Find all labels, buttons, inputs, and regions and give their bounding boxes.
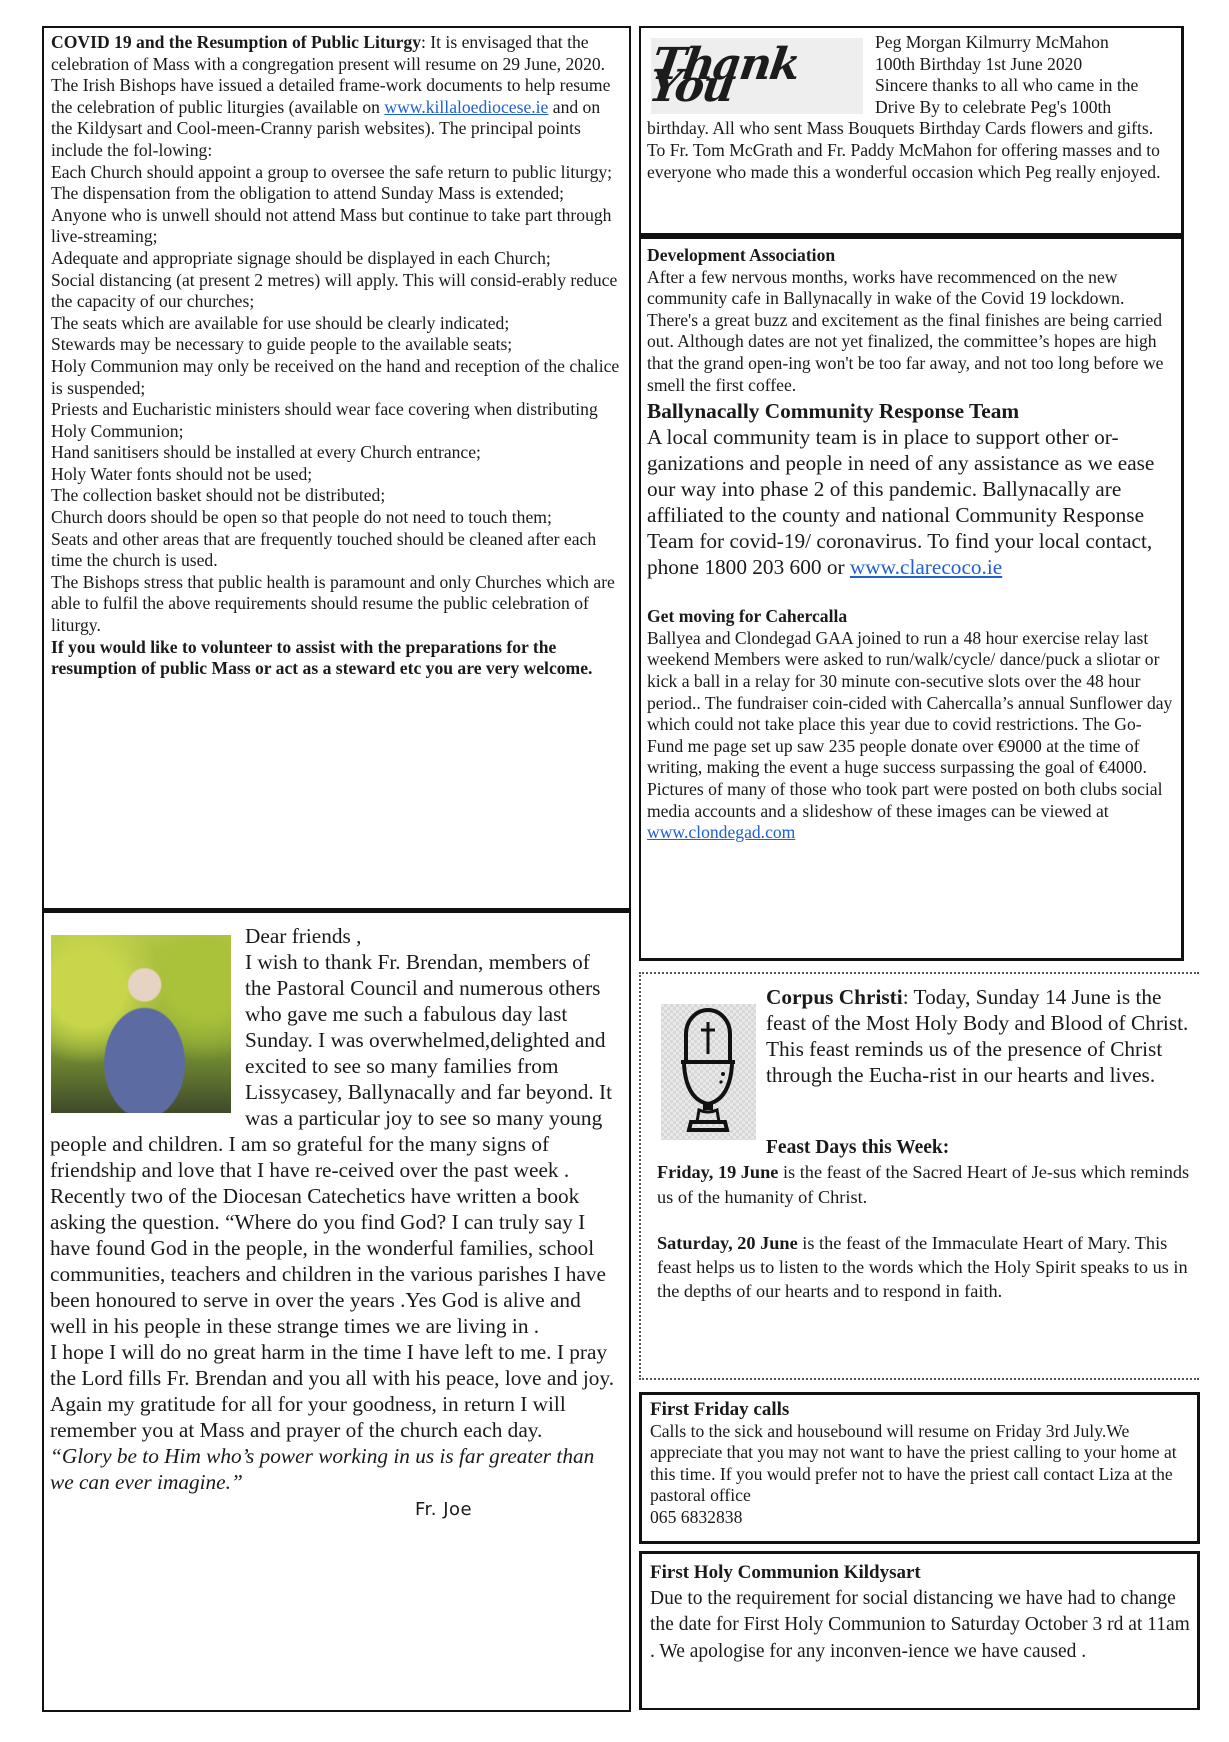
covid-point: Hand sanitisers should be installed at every Church entrance; bbox=[51, 442, 481, 463]
cahercalla-body: Ballyea and Clondegad GAA joined to run a 48 hour exercise relay last weekend Members were asked to run/walk/cycle/ dance/puck a sliotar or kick a ball in a relay for 30 minute con-secutive slots over the 48 hour period.. The fundraiser coin-cided with Cahercalla’s annual Sunflower day which could not take place this year due to covid restrictions. The Go-Fund me page set up saw 235 people donate over €9000 at the time of writing, making the event a huge success surpassing the goal of €4000. Pictures of many of those who took part were posted on both clubs social media accounts and a slideshow of these images can be viewed at www.clondegad.com bbox=[647, 627, 1173, 843]
feast-saturday: Saturday, 20 June is the feast of the Immaculate Heart of Mary. This feast helps us to listen to the words which the Holy Spirit speaks to us in the depths of our hearts and to respond in faith. bbox=[657, 1232, 1188, 1302]
first-friday-body: Calls to the sick and housebound will resume on Friday 3rd July.We appreciate that you may not want to have the priest calling to your home at this time. If you would prefer not to have the priest call contact Liza at the pastoral office bbox=[650, 1420, 1177, 1506]
thank-you-image: Thank You bbox=[651, 38, 863, 114]
cahercalla-title: Get moving for Cahercalla bbox=[647, 606, 848, 627]
development-title: Development Association bbox=[647, 245, 836, 265]
first-friday-notice bbox=[639, 1392, 1200, 1544]
covid-intro: COVID 19 and the Resumption of Public Liturgy: It is envisaged that the celebration of Mass with a congregation present will resume on 29 June, 2020. The Irish Bishops have issued a detailed frame-work documents to help resume the celebration of public liturgies (available on www.killaloediocese.ie and on the Kildysart and Cool-meen-Cranny parish websites). The principal points include the fol-lowing: bbox=[51, 32, 611, 160]
letter-paragraph: Recently two of the Diocesan Catechetics have written a book asking the question. “Where do you find God? I can truly say I have found God in the people, in the wonderful families, school communities, teachers and children in the various parishes I have been honoured to serve in over the years .Yes God is alive and well in his people in these strange times we are living in . bbox=[50, 1184, 606, 1338]
covid-point: Each Church should appoint a group to oversee the safe return to public liturgy; bbox=[51, 161, 613, 182]
letter-quote: “Glory be to Him who’s power working in us is far greater than we can ever imagine.” bbox=[50, 1444, 595, 1494]
fhc-body: Due to the requirement for social distancing we have had to change the date for First Holy Communion to Saturday October 3 rd at 11am . We apologise for any inconven-ience we have caused . bbox=[650, 1588, 1190, 1662]
letter-greeting: Dear friends , bbox=[245, 924, 362, 948]
pastoral-office-phone: 065 6832838 bbox=[650, 1506, 743, 1527]
covid-point: Priests and Eucharistic ministers should wear face covering when distributing Holy Communion; bbox=[51, 399, 598, 441]
corpus-title: Corpus Christi bbox=[766, 985, 903, 1009]
covid-point: Stewards may be necessary to guide people to the available seats; bbox=[51, 334, 513, 355]
development-body: After a few nervous months, works have recommenced on the new community cafe in Ballynacally in wake of the Covid 19 lockdown. There's a great buzz and excitement as the final finishes are being carried out. Although dates are not yet finalized, the committee’s hopes are high that the grand open-ing won't be too far away, and not too long before we smell the first coffee. bbox=[647, 266, 1164, 395]
first-friday-title: First Friday calls bbox=[650, 1399, 790, 1420]
thanks-birthday: 100th Birthday 1st June 2020 bbox=[875, 53, 1083, 74]
fr-joe-letter bbox=[42, 910, 631, 1712]
thank-you-notice bbox=[639, 26, 1184, 236]
response-team-body: A local community team is in place to support other or-ganizations and people in need of any assistance as we ease our way into phase 2 of this pandemic. Ballynacally are affiliated to the county and national Community Response Team for covid-19/ coronavirus. To find your local contact, phone 1800 203 600 or www.clarecoco.ie bbox=[647, 425, 1155, 580]
thanks-name: Peg Morgan Kilmurry McMahon bbox=[875, 32, 1109, 52]
covid-points-list bbox=[51, 162, 623, 637]
covid-liturgy-article bbox=[42, 26, 631, 910]
clondegad-link[interactable]: www.clondegad.com bbox=[647, 822, 796, 843]
fr-joe-photo bbox=[51, 935, 231, 1113]
community-news bbox=[639, 236, 1184, 961]
covid-point: The collection basket should not be distributed; bbox=[51, 485, 386, 506]
corpus-intro: Corpus Christi: Today, Sunday 14 June is the feast of the Most Holy Body and Blood of Christ. This feast reminds us of the presence of Christ through the Eucha-rist in our hearts and lives. bbox=[766, 985, 1189, 1087]
volunteer-callout: If you would like to volunteer to assist with the preparations for the resumption of public Mass or act as a steward etc you are very welcome. bbox=[51, 636, 593, 679]
letter-signature: Fr. Joe bbox=[415, 1499, 473, 1520]
response-team-title: Ballynacally Community Response Team bbox=[647, 399, 1020, 424]
first-holy-communion-notice bbox=[639, 1551, 1200, 1710]
covid-point: Adequate and appropriate signage should be displayed in each Church; bbox=[51, 247, 551, 268]
corpus-christi-notice bbox=[639, 972, 1199, 1380]
covid-point: The seats which are available for use should be clearly indicated; bbox=[51, 312, 510, 333]
killaloe-diocese-link[interactable]: www.killaloediocese.ie bbox=[384, 96, 549, 117]
covid-point: Holy Communion may only be received on the hand and reception of the chalice is suspended; bbox=[51, 355, 620, 398]
covid-point: Holy Water fonts should not be used; bbox=[51, 463, 313, 484]
covid-title: COVID 19 and the Resumption of Public Liturgy bbox=[51, 32, 421, 52]
covid-point: The Bishops stress that public health is paramount and only Churches which are able to fulfil the above requirements should resume the public celebration of liturgy. bbox=[51, 571, 615, 636]
dotted-border bbox=[639, 972, 641, 1380]
covid-point: Seats and other areas that are frequently touched should be cleaned after each time the church is used. bbox=[51, 528, 597, 571]
covid-point: Church doors should be open so that people do not need to touch them; bbox=[51, 507, 552, 528]
clarecoco-link[interactable]: www.clarecoco.ie bbox=[849, 555, 1003, 580]
chalice-icon bbox=[661, 1004, 756, 1140]
thanks-body: Sincere thanks to all who came in the Drive By to celebrate Peg's 100th birthday. All who sent Mass Bouquets Birthday Cards flowers and gifts. To Fr. Tom McGrath and Fr. Paddy McMahon for offering masses and to everyone who made this a wonderful occasion which Peg really enjoyed. bbox=[647, 75, 1161, 182]
dotted-border bbox=[639, 972, 1199, 974]
covid-point: Anyone who is unwell should not attend Mass but continue to take part through live-streaming; bbox=[51, 204, 612, 247]
covid-point: Social distancing (at present 2 metres) will apply. This will consid-erably reduce the capacity of our churches; bbox=[51, 269, 618, 312]
covid-point: The dispensation from the obligation to attend Sunday Mass is extended; bbox=[51, 183, 565, 204]
letter-paragraph: I wish to thank Fr. Brendan, members of the Pastoral Council and numerous others who gave me such a fabulous day last Sunday. I was overwhelmed,delighted and excited to see so many families from Lissycasey, Ballynacally and far beyond. It was a particular joy to see so many young people and children. I am so grateful for the many signs of friendship and love that I have re-ceived over the past week . bbox=[50, 950, 613, 1182]
fhc-title: First Holy Communion Kildysart bbox=[650, 1562, 921, 1583]
letter-paragraph: I hope I will do no great harm in the time I have left to me. I pray the Lord fills Fr. Brendan and you all with his peace, love and joy. Again my gratitude for all for your goodness, in return I will remember you at Mass and prayer of the church each day. bbox=[50, 1340, 615, 1442]
feast-friday: Friday, 19 June is the feast of the Sacred Heart of Je-sus which reminds us of the humanity of Christ. bbox=[657, 1162, 1190, 1207]
dotted-border bbox=[639, 1378, 1199, 1380]
feast-days-heading: Feast Days this Week: bbox=[766, 1137, 950, 1158]
